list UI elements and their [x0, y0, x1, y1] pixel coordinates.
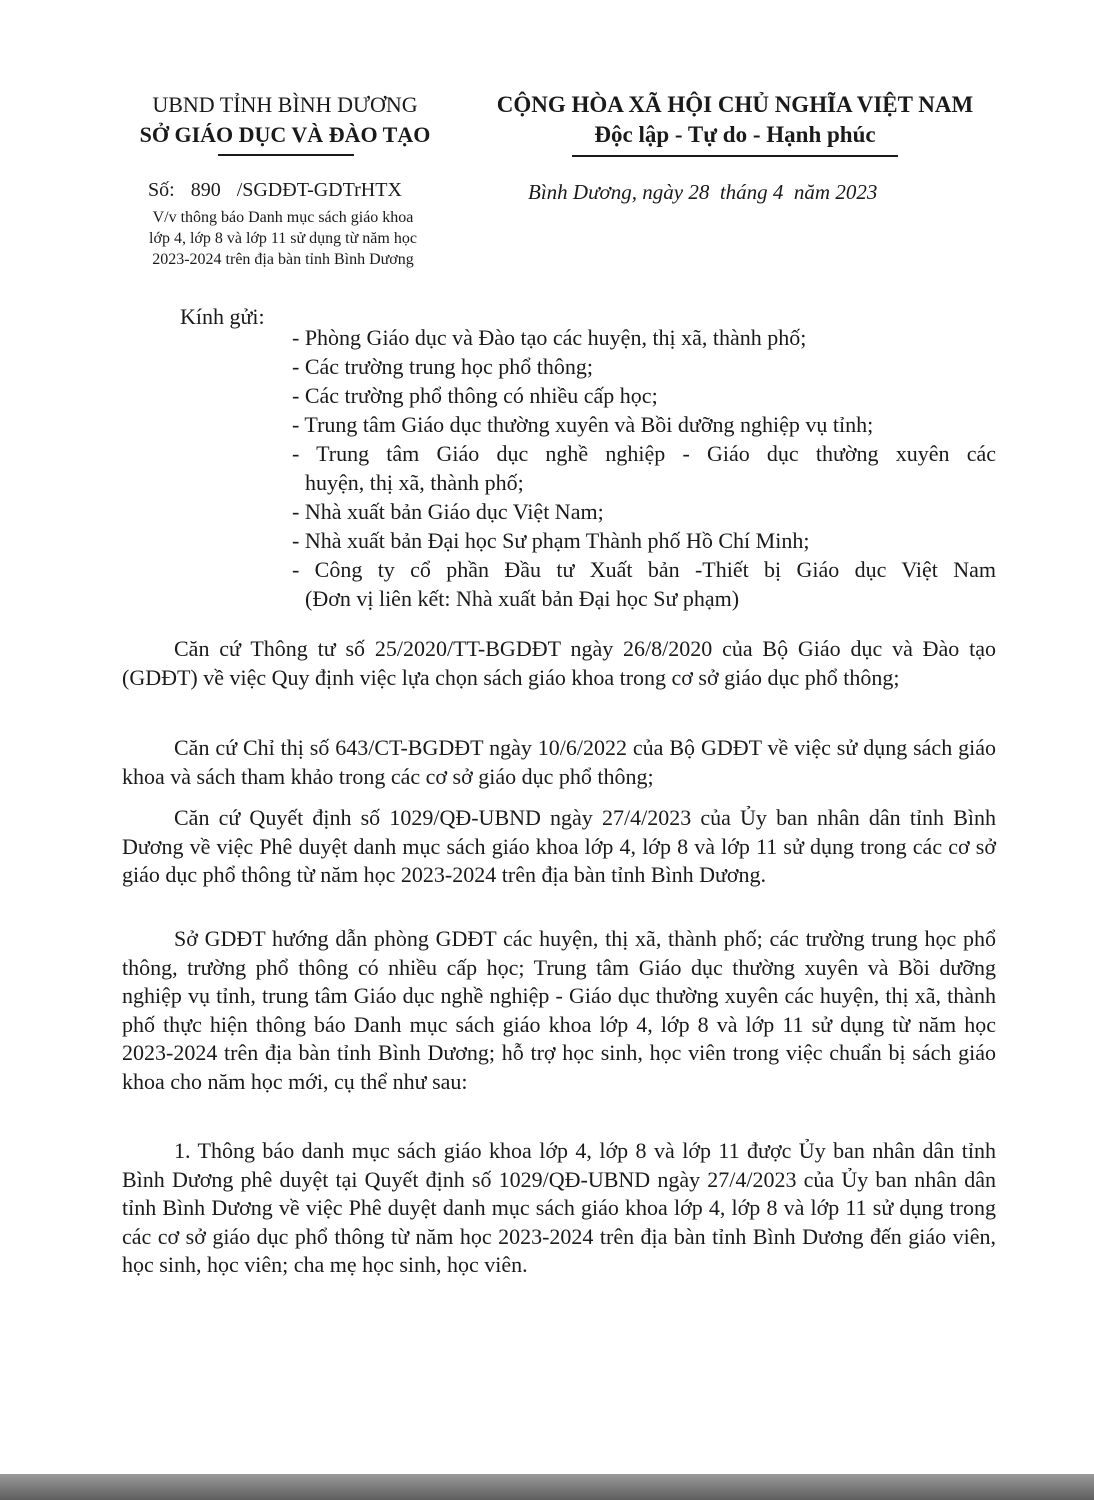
- subject-line: lớp 4, lớp 8 và lớp 11 sử dụng từ năm học: [149, 230, 417, 247]
- doc-number-value: 890: [190, 179, 221, 201]
- body-paragraph: Căn cứ Quyết định số 1029/QĐ-UBND ngày 27/4/2023 của Ủy ban nhân dân tỉnh Bình Dương về việc Phê duyệt danh mục sách giáo khoa lớp 4, lớp 8 và lớp 11 sử dụng trong các cơ sở giáo dục phổ thông từ năm học 2023-2024 trên địa bàn tỉnh Bình Dương.: [122, 805, 996, 887]
- recipient-item: - Các trường phổ thông có nhiều cấp học;: [292, 383, 658, 408]
- date-place: Bình Dương, ngày: [528, 180, 684, 204]
- recipient-item: - Nhà xuất bản Đại học Sư phạm Thành phố Hồ Chí Minh;: [292, 528, 810, 553]
- recipient-item: - Nhà xuất bản Giáo dục Việt Nam;: [292, 499, 604, 524]
- motto-underline: [572, 155, 898, 157]
- date-year: 2023: [835, 180, 878, 204]
- date-year-label: năm: [793, 180, 831, 204]
- date-day: 28: [688, 180, 710, 204]
- issuing-department: SỞ GIÁO DỤC VÀ ĐÀO TẠO: [139, 122, 431, 147]
- salutation: Kính gửi:: [180, 304, 265, 329]
- scan-edge-band: [0, 1474, 1094, 1500]
- body-paragraph: Sở GDĐT hướng dẫn phòng GDĐT các huyện, thị xã, thành phố; các trường trung học phổ thông, trường phổ thông có nhiều cấp học; Trung tâm Giáo dục thường xuyên và Bồi dưỡng nghiệp vụ tỉnh, trung tâm Giáo dục nghề nghiệp - Giáo dục thường xuyên các huyện, thị xã, thành phố thực hiện thông báo Danh mục sách giáo khoa lớp 4, lớp 8 và lớp 11 sử dụng từ năm học 2023-2024 trên địa bàn tỉnh Bình Dương; hỗ trợ học sinh, học viên trong việc chuẩn bị sách giáo khoa cho năm học mới, cụ thể như sau:: [122, 926, 996, 1094]
- recipient-item: - Phòng Giáo dục và Đào tạo các huyện, thị xã, thành phố;: [292, 325, 807, 350]
- recipient-item-continuation: huyện, thị xã, thành phố;: [305, 470, 524, 495]
- subject-line: 2023-2024 trên địa bàn tỉnh Bình Dương: [152, 251, 414, 268]
- recipient-item-continuation: (Đơn vị liên kết: Nhà xuất bản Đại học Sư phạm): [305, 586, 740, 611]
- issue-date: [528, 180, 877, 205]
- issuing-authority: UBND TỈNH BÌNH DƯƠNG: [152, 92, 418, 117]
- body-paragraph: 1. Thông báo danh mục sách giáo khoa lớp 4, lớp 8 và lớp 11 được Ủy ban nhân dân tỉnh Bình Dương phê duyệt tại Quyết định số 1029/QĐ-UBND ngày 27/4/2023 của Ủy ban nhân dân tỉnh Bình Dương về việc Phê duyệt danh mục sách giáo khoa lớp 4, lớp 8 và lớp 11 sử dụng trong các cơ sở giáo dục phổ thông từ năm học 2023-2024 trên địa bàn tỉnh Bình Dương đến giáo viên, học sinh, học viên; cha mẹ học sinh, học viên.: [122, 1138, 996, 1277]
- national-motto: Độc lập - Tự do - Hạnh phúc: [594, 122, 876, 147]
- recipient-item: - Trung tâm Giáo dục nghề nghiệp - Giáo dục thường xuyên các: [292, 441, 996, 466]
- body-paragraph: Căn cứ Thông tư số 25/2020/TT-BGDĐT ngày 26/8/2020 của Bộ Giáo dục và Đào tạo (GDĐT) về việc Quy định việc lựa chọn sách giáo khoa trong cơ sở giáo dục phổ thông;: [122, 636, 996, 690]
- subject-line: V/v thông báo Danh mục sách giáo khoa: [152, 209, 414, 226]
- date-month: 4: [772, 180, 784, 204]
- national-title: CỘNG HÒA XÃ HỘI CHỦ NGHĨA VIỆT NAM: [496, 92, 974, 117]
- recipient-item: - Công ty cổ phần Đầu tư Xuất bản -Thiết bị Giáo dục Việt Nam: [292, 557, 996, 582]
- recipient-item: - Trung tâm Giáo dục thường xuyên và Bồi dưỡng nghiệp vụ tỉnh;: [292, 412, 874, 437]
- doc-number-code: /SGDĐT-GDTrHTX: [236, 179, 402, 201]
- date-month-label: tháng: [719, 180, 768, 204]
- doc-number-prefix: Số:: [148, 179, 175, 201]
- department-underline: [218, 154, 354, 156]
- body-paragraph: Căn cứ Chỉ thị số 643/CT-BGDĐT ngày 10/6/2022 của Bộ GDĐT về việc sử dụng sách giáo khoa và sách tham khảo trong các cơ sở giáo dục phổ thông;: [122, 735, 996, 789]
- recipient-item: - Các trường trung học phổ thông;: [292, 354, 593, 379]
- document-number: [148, 179, 402, 202]
